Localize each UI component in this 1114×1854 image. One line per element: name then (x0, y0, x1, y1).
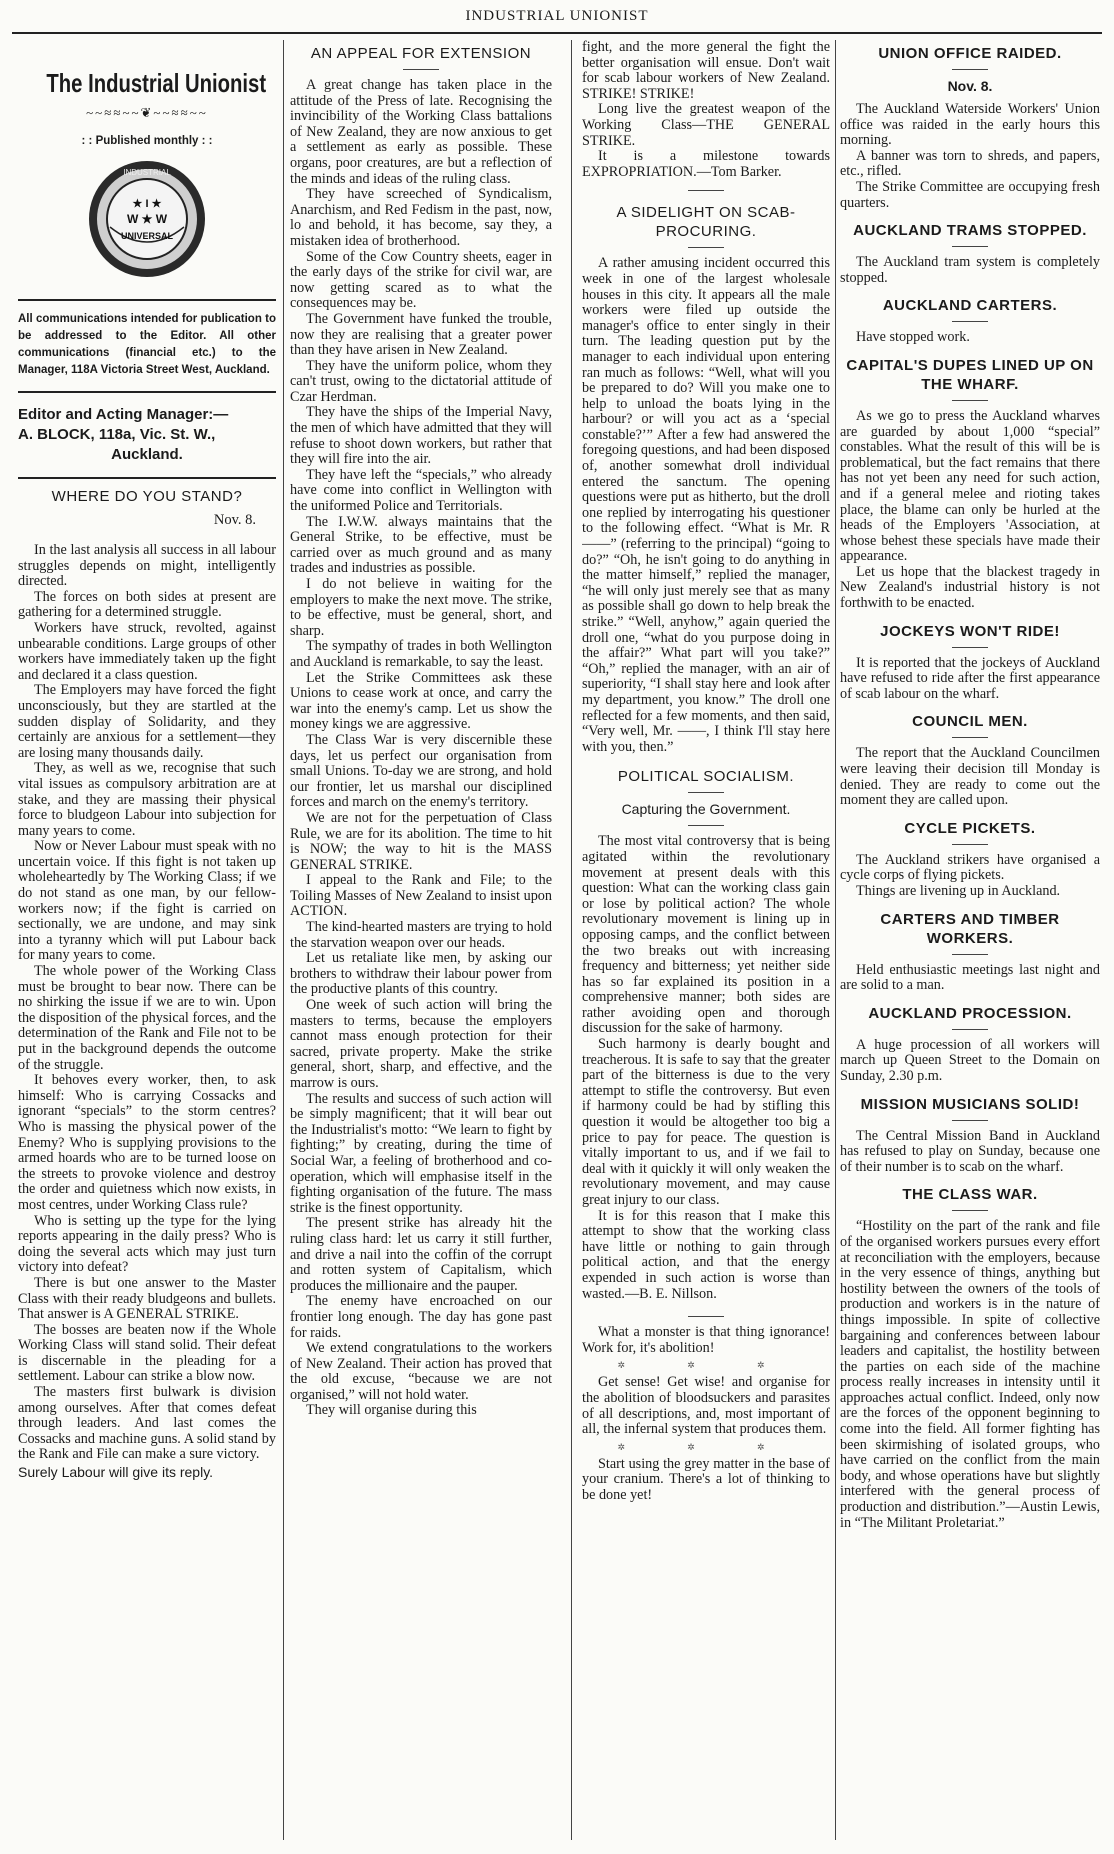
paragraph: The whole power of the Working Class must be brought to bear now. There can be no shirking the issue if we are to win. Upon the disposition of the physical forces, and the determination of the Rank and File not to be put in the background depends the outcome of the struggle. (18, 963, 276, 1073)
paragraph: Now or Never Labour must speak with no uncertain voice. If this fight is not taken up wholeheartedly by The Working Class; if we do not stand as one man, by our fellow-workers now; if the fight is carried on sectionally, we are undone, and may sink into a tyranny which will put Labour back for many years to come. (18, 838, 276, 964)
paragraph: The I.W.W. always maintains that the General Strike, to be effective, must be carried over as much ground and as many trades and industries as possible. (290, 513, 552, 577)
paragraph: It is reported that the jockeys of Auckland have refused to ride after the first appearance of scab labour on the wharf. (840, 654, 1100, 702)
paragraph: A rather amusing incident occurred this week in one of the largest wholesale houses in this city. It appears all the male workers were filed up outside the manager's office to enter singly in their turn. The leading question put by the manager to each individual upon entering ran much as follows: “Well, what will you be prepared to do? Will you make one to help to unload the boats lying in the harbour? or will you act as a ‘special constable?’” After a few had answered the foregoing questions, and had been disposed of, another somewhat droll individual entered the sanctum. The opening questions were put as hitherto, but the droll one replied by interrogating his questioner to the following effect. “What is Mr. R——” (referring to the principal) “going to do?” “Oh, he isn't going to do anything in the matter himself,” replied the manager, “he will only just merely see that as many as possible shall go down to help break the strike.” “Well, anyhow,” again queried the droll one, “what do you purpose doing in the affair?” What part will you take?” “Oh,” replied the manager, with an air of superiority, “I shall stay here and look after my department, you know.” The droll one reflected for a few moments, and then said, “Very well, Mr. ——, I think I'll stay here with you, then.” (582, 255, 830, 755)
paragraph: Some of the Cow Country sheets, eager in the early days of the strike for civil war, are now getting scared as to what the consequences may be. (290, 248, 552, 312)
paragraph: The present strike has already hit the ruling class hard: let us carry it still further, and drive a nail into the coffin of the corrupt and rotten system of Capitalism, which produces the millionaire and the pauper. (290, 1215, 552, 1294)
stars-divider: ✲ ✲ ✲ (617, 1360, 795, 1371)
title-rule (688, 247, 724, 248)
column-1 (18, 40, 276, 1840)
paragraph: Let us hope that the blackest tragedy in New Zealand's industrial history is not forthwith to be enacted. (840, 563, 1100, 612)
paragraph: I do not believe in waiting for the employers to make the next move. The strike, to be effective, must be general, short, and sharp. (290, 576, 552, 639)
title-rule (688, 190, 724, 191)
article-title-class-war: THE CLASS WAR. (902, 1186, 1038, 1204)
filler-paragraph: What a monster is that thing ignorance! Work for, it's abolition! (582, 1324, 830, 1356)
article-title-jockeys: JOCKEYS WON'T RIDE! (880, 622, 1060, 640)
paragraph: We are not for the perpetuation of Class Rule, we are for its abolition. The time to hit is NOW; the way to hit is the MASS GENERAL STRIKE. (290, 809, 552, 873)
paragraph: “Hostility on the part of the rank and file of the organised workers pursues every effort at reconciliation with the employers, because in the very essence of things, anything but hostility between the owners of the tools of production and workers is in the nature of things impossible. In spite of collective bargaining and conferences between labour leaders and capitalist, the hostility between the parties on each side of the machine process really increases in intensity until it approaches actual conflict. Indeed, only now are the forces of the opponent beginning to come into the field. All former fighting has been skirmishing of isolated groups, who have carried on the conflict from the main body, and whose operations have but slightly interfered with the general process of production and distribution.”—Austin Lewis, in “The Militant Proletariat.” (840, 1218, 1100, 1531)
paragraph: The Employers may have forced the fight unconsciously, but they are startled at the sudden display of Solidarity, and they certainly are anxious for a settlement—they are losing many thousands daily. (18, 682, 276, 761)
title-rule (952, 737, 988, 738)
paragraph: Have stopped work. (856, 329, 970, 346)
title-rule (952, 246, 988, 247)
paragraph: The forces on both sides at present are gathering for a determined struggle. (18, 588, 276, 621)
paragraph: Who is setting up the type for the lying reports appearing in the daily press? Who is doing the several acts which may just turn victory into defeat? (18, 1212, 276, 1276)
paragraph: The Auckland tram system is completely stopped. (840, 254, 1100, 286)
paragraph: They have the ships of the Imperial Navy, the men of which have admitted that they will refuse to shoot down workers, but rather that they will fire into the air. (290, 404, 552, 468)
masthead-title: The Industrial Unionist (46, 68, 267, 98)
filler-paragraph: Get sense! Get wise! and organise for the abolition of bloodsuckers and parasites of all descriptions, and, most important of all, the infernal system that produces them. (582, 1374, 830, 1438)
seal-text-top: INDUSTRIAL (123, 168, 171, 177)
paragraph: A huge procession of all workers will march up Queen Street to the Domain on Sunday, 2.30 p.m. (840, 1036, 1100, 1084)
paragraph: The most vital controversy that is being agitated within the revolutionary movement at present deals with this question: What can the working class gain or lose by political action? The whole revolutionary movement is lining up in opposing camps, and the conflict between the two breaks out with increasing frequency and bitterness; yet neither side has so far explained its position in a comprehensive manner; both sides are rather avoiding open and thorough discussion for the sake of harmony. (582, 833, 830, 1037)
article-body-appeal (290, 78, 552, 1419)
paragraph: The Auckland strikers have organised a cycle corps of flying pickets. (840, 851, 1100, 884)
paragraph: The masters first bulwark is division among ourselves. After that comes defeat through leaders. And last comes the Cossacks and machine guns. A solid stand by the Rank and File can make a sure victory. (18, 1384, 276, 1463)
paragraph: They, as well as we, recognise that such vital issues as compulsory arbitration are at stake, and they are massing their physical force to bludgeon Labour into subjection for many years to come. (18, 760, 276, 839)
title-rule (952, 400, 988, 401)
paragraph: The kind-hearted masters are trying to hold the starvation weapon over our heads. (290, 919, 552, 951)
paragraph: The enemy have encroached on our frontier long enough. The day has gone past for raids. (290, 1293, 552, 1341)
paragraph: Let us retaliate like men, by asking our brothers to withdraw their labour power from the productive plants of this country. (290, 950, 552, 998)
paragraph: A great change has taken place in the attitude of the Press of late. Recognising the invincibility of the Working Class battalions of New Zealand, they are now anxious to get a settlement as early as possible. These organs, poor creatures, are but a reflection of the minds and ideas of the ruling class. (290, 77, 552, 187)
paragraph: They have the uniform police, whom they can't trust, owing to the dictatorial attitude of Czar Herdman. (290, 357, 552, 405)
paragraph: A banner was torn to shreds, and papers, etc., rifled. (840, 147, 1100, 180)
title-rule (952, 1210, 988, 1211)
article-title-mission-musicians: MISSION MUSICIANS SOLID! (860, 1095, 1080, 1113)
top-rule (12, 32, 1102, 34)
paragraph: The sympathy of trades in both Wellington and Auckland is remarkable, to say the least. (290, 638, 552, 670)
title-rule (688, 1316, 724, 1317)
title-rule (952, 1029, 988, 1030)
closing-line: Surely Labour will give its reply. (18, 1464, 214, 1481)
seal-text-ww: W ★ W (126, 212, 168, 226)
paragraph: Long live the greatest weapon of the Working Class—THE GENERAL STRIKE. (582, 101, 830, 149)
paragraph: They will organise during this (306, 1402, 477, 1419)
iww-seal-icon (85, 157, 209, 281)
article-body-where (18, 543, 276, 1481)
paragraph: They have screeched of Syndicalism, Anarchism, and Red Fedism in the past, now, lo and behold, it has become, say they, a mistaken idea of brotherhood. (290, 186, 552, 249)
article-title-union-office-raided: UNION OFFICE RAIDED. (878, 45, 1062, 62)
editor-line-2: A. BLOCK, 118a, Vic. St. W., (18, 426, 216, 443)
article-title-where-do-you-stand: WHERE DO YOU STAND? (51, 488, 243, 505)
column-divider (835, 40, 836, 1840)
article-subtitle: Capturing the Government. (621, 801, 791, 818)
title-rule (688, 792, 724, 793)
paragraph: Workers have struck, revolted, against unbearable conditions. Large groups of other workers have immediately taken up the fight and declared it a class question. (18, 619, 276, 683)
article-body-appeal-continued (582, 40, 830, 180)
seal-text-universal: UNIVERSAL (120, 231, 174, 241)
column-2 (290, 40, 552, 1840)
paragraph: Such harmony is dearly bought and treacherous. It is safe to say that the greater part of the bitterness is due to the very attempt to stifle the controversy. But even if harmony could be had by stifling this question it would be altogether too big a price to pay for peace. The question is vitally important to us, and if we fail to deal with it quickly it will only weaken the revolutionary movement, and may cause great injury to our class. (582, 1036, 830, 1208)
publication-frequency: : : Published monthly : : (81, 135, 213, 147)
column-divider (283, 40, 284, 1840)
paragraph: The Strike Committee are occupying fresh quarters. (840, 178, 1100, 211)
paragraph: As we go to press the Auckland wharves are guarded by about 1,000 “special” constables. What the result of this will be is problematical, but the fact remains that there has not yet been any need for such action, and if a general melee and rioting takes place, the blame can only be hurled at the heads of the Employers 'Association, at whose behest these specials have made their appearance. (840, 407, 1100, 565)
dateline: Nov. 8. (947, 78, 993, 94)
filler-paragraph: Start using the grey matter in the base of your cranium. There's a lot of thinking to be done yet! (582, 1455, 830, 1503)
article-title-carters-timber: CARTERS AND TIMBER WORKERS. (880, 910, 1060, 947)
column-3 (582, 40, 830, 1840)
paragraph: I appeal to the Rank and File; to the Toiling Masses of New Zealand to insist upon ACTION. (290, 872, 552, 920)
paragraph: We extend congratulations to the workers of New Zealand. Their action has proved that the old excuse, “because we are not organised,” will not hold water. (290, 1340, 552, 1403)
paragraph: The Auckland Waterside Workers' Union office was raided in the early hours this morning. (840, 101, 1100, 149)
editor-info (18, 405, 276, 465)
editor-line-3: Auckland. (111, 446, 183, 463)
article-title-appeal: AN APPEAL FOR EXTENSION (310, 45, 532, 62)
article-title-trams: AUCKLAND TRAMS STOPPED. (853, 222, 1087, 240)
column-4 (840, 40, 1100, 1840)
dateline: Nov. 8. (213, 512, 256, 528)
running-head: INDUSTRIAL UNIONIST (465, 8, 649, 24)
title-rule (952, 844, 988, 845)
paragraph: It is a milestone towards EXPROPRIATION.—Tom Barker. (582, 148, 830, 180)
article-title-cycle-pickets: CYCLE PICKETS. (904, 819, 1036, 837)
paragraph: It behoves every worker, then, to ask himself: Who is carrying Cossacks and ignorant “specials” to the storm centres? Who is massing the physical power of the Enemy? Who is supplying provisions to the armed hoards who are to be turned loose on the streets to provoke violence and destroy the order and quietness which now exists, in most centres, under Working Class rule? (18, 1072, 276, 1213)
title-rule (952, 1120, 988, 1121)
article-title-capitals-dupes: CAPITAL'S DUPES LINED UP ON THE WHARF. (846, 356, 1094, 393)
editor-line-1: Editor and Acting Manager:— (18, 406, 229, 423)
paragraph: They have left the “specials,” who already have come into conflict in Wellington with the uniformed Police and Territorials. (290, 466, 552, 515)
title-rule (952, 647, 988, 648)
paragraph: There is but one answer to the Master Class with their ready bludgeons and bullets. That answer is A GENERAL STRIKE. (18, 1274, 276, 1323)
article-title-sidelight: A SIDELIGHT ON SCAB-PROCURING. (616, 204, 796, 241)
paragraph: The report that the Auckland Councilmen were leaving their decision till Monday is denied. They are ready to come out the moment they are called upon. (840, 745, 1100, 809)
ornament-divider: ~~≈≈~~❦~~≈≈~~ (86, 105, 208, 120)
paragraph: It is for this reason that I make this attempt to show that the working class have little or nothing to gain through political action, and that the energy expended in such action is worse than wasted.—B. E. Nillson. (582, 1207, 830, 1302)
article-title-procession: AUCKLAND PROCESSION. (868, 1004, 1072, 1022)
article-title-political-socialism: POLITICAL SOCIALISM. (617, 768, 795, 786)
divider-rule (18, 299, 276, 301)
paragraph: The Class War is very discernible these days, let us perfect our organisation from small Unions. To-day we are strong, and hold our frontier, let us marshal our disciplined forces and march on the enemy's territory. (290, 731, 552, 811)
paragraph: One week of such action will bring the masters to terms, because the employers cannot mass enough protection for their sacred, private property. Make the strike general, short, sharp, and effective, and the marrow is ours. (290, 997, 552, 1091)
article-title-council-men: COUNCIL MEN. (912, 713, 1028, 731)
paragraph: The results and success of such action will be simply magnificent; that it will bear out the Industrialist's motto: “We learn to fight by fighting;” by creating, during the time of Social War, a feeling of brotherhood and co-operation, which will emphasise itself in the fighting organisation of the future. The mass strike is the finest opportunity. (290, 1090, 552, 1216)
title-rule (952, 321, 988, 322)
paragraph: In the last analysis all success in all labour struggles depends on might, intelligently directed. (18, 542, 276, 590)
stars-divider: ✲ ✲ ✲ (617, 1441, 795, 1452)
paragraph: fight, and the more general the fight the better organisation will ensue. Don't wait for scab labour workers of New Zealand. STRIKE! STRIKE! (582, 40, 830, 102)
paragraph: Held enthusiastic meetings last night and are solid to a man. (840, 961, 1100, 994)
title-rule (403, 69, 439, 70)
divider-rule (18, 477, 276, 479)
title-rule (952, 954, 988, 955)
paragraph: Let the Strike Committees ask these Unions to cease work at once, and carry the war into the enemy's camp. Let us show the money kings we are aggressive. (290, 669, 552, 733)
communications-notice: All communications intended for publication to be addressed to the Editor. All other communications (financial etc.) to the Manager, 118A Victoria Street West, Auckland. (18, 313, 276, 376)
paragraph: The Government have funked the trouble, now they are realising that a greater power than they have arisen in New Zealand. (290, 310, 552, 359)
seal-text-i: ★ I ★ (132, 198, 162, 210)
divider-rule (18, 391, 276, 393)
paragraph: Things are livening up in Auckland. (856, 883, 1061, 899)
title-rule (688, 825, 724, 826)
title-rule (952, 69, 988, 70)
paragraph: The Central Mission Band in Auckland has refused to play on Sunday, because one of their number is to scab on the wharf. (840, 1127, 1100, 1175)
article-title-carters: AUCKLAND CARTERS. (882, 297, 1058, 315)
paragraph: The bosses are beaten now if the Whole Working Class will stand solid. Their defeat is discernable in the pleading for a settlement. Labour can strike a blow now. (18, 1321, 276, 1385)
column-divider (571, 40, 572, 1840)
